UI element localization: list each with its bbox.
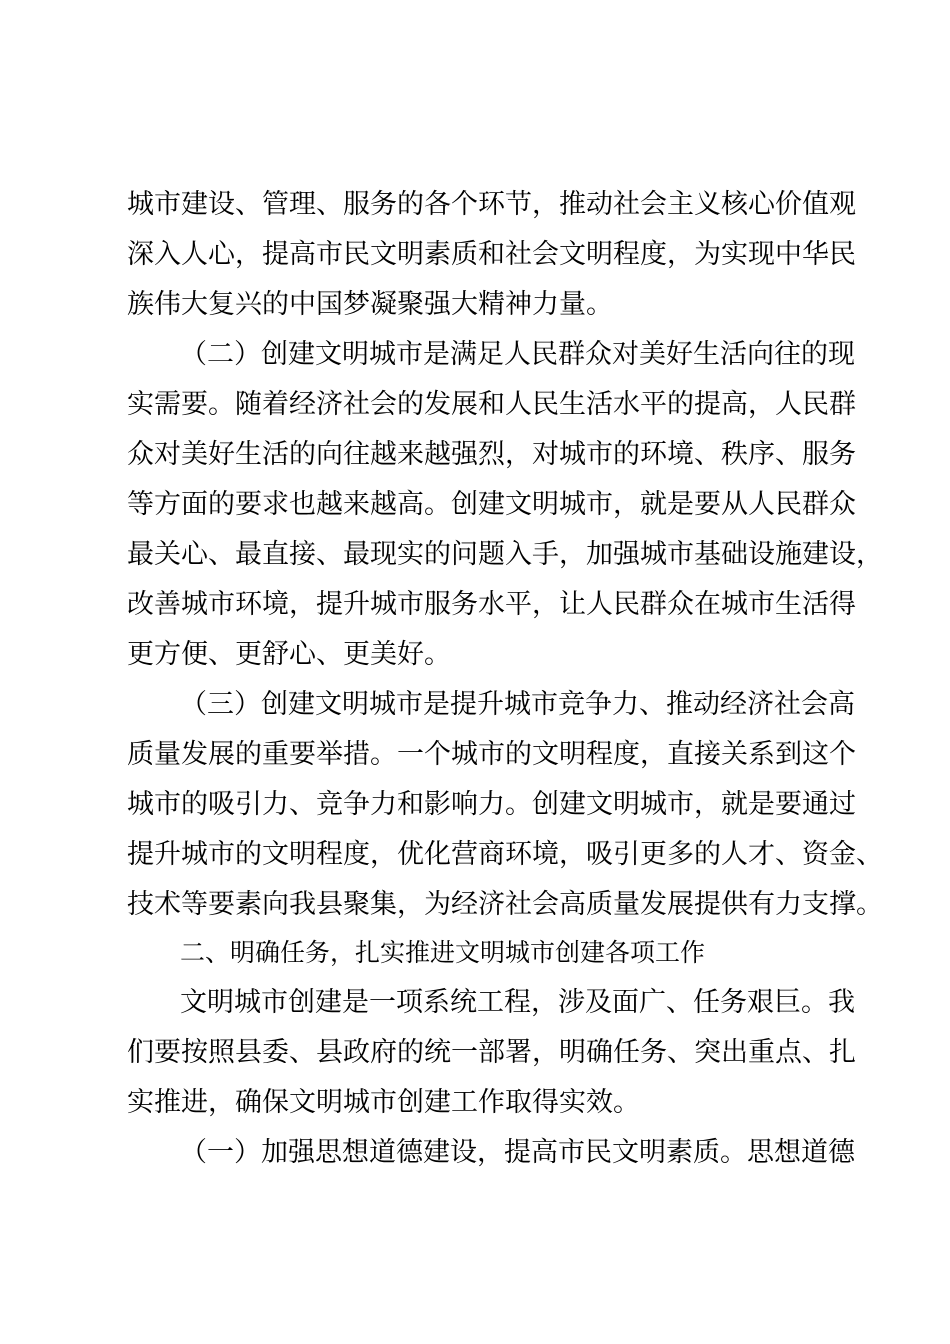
text-line: 实需要。随着经济社会的发展和人民生活水平的提高，人民群 [127, 389, 856, 420]
section-heading: 二、明确任务，扎实推进文明城市创建各项工作 [180, 938, 706, 967]
text-line: 提升城市的文明程度，优化营商环境，吸引更多的人才、资金、 [127, 839, 883, 870]
text-line: 们要按照县委、县政府的统一部署，明确任务、突出重点、扎 [127, 1037, 856, 1068]
text-line: 质量发展的重要举措。一个城市的文明程度，直接关系到这个 [127, 739, 856, 770]
paragraph-first-line: （一）加强思想道德建设，提高市民文明素质。思想道德 [180, 1137, 855, 1168]
text-line: 众对美好生活的向往越来越强烈，对城市的环境、秩序、服务 [127, 439, 856, 470]
paragraph-first-line: （二）创建文明城市是满足人民群众对美好生活向往的现 [180, 339, 855, 370]
text-line: 深入人心，提高市民文明素质和社会文明程度，为实现中华民 [127, 239, 856, 270]
text-line: 族伟大复兴的中国梦凝聚强大精神力量。 [127, 289, 613, 320]
text-line: 最关心、最直接、最现实的问题入手，加强城市基础设施建设， [127, 539, 883, 570]
paragraph-first-line: （三）创建文明城市是提升城市竞争力、推动经济社会高 [180, 689, 855, 720]
text-line: 城市建设、管理、服务的各个环节，推动社会主义核心价值观 [127, 189, 856, 220]
text-line: 更方便、更舒心、更美好。 [127, 639, 451, 670]
text-line: 技术等要素向我县聚集，为经济社会高质量发展提供有力支撑。 [127, 889, 883, 920]
paragraph-first-line: 文明城市创建是一项系统工程，涉及面广、任务艰巨。我 [180, 987, 855, 1018]
text-line: 改善城市环境，提升城市服务水平，让人民群众在城市生活得 [127, 589, 856, 620]
text-line: 城市的吸引力、竞争力和影响力。创建文明城市，就是要通过 [127, 789, 856, 820]
text-line: 等方面的要求也越来越高。创建文明城市，就是要从人民群众 [127, 489, 856, 520]
text-line: 实推进，确保文明城市创建工作取得实效。 [127, 1087, 640, 1118]
